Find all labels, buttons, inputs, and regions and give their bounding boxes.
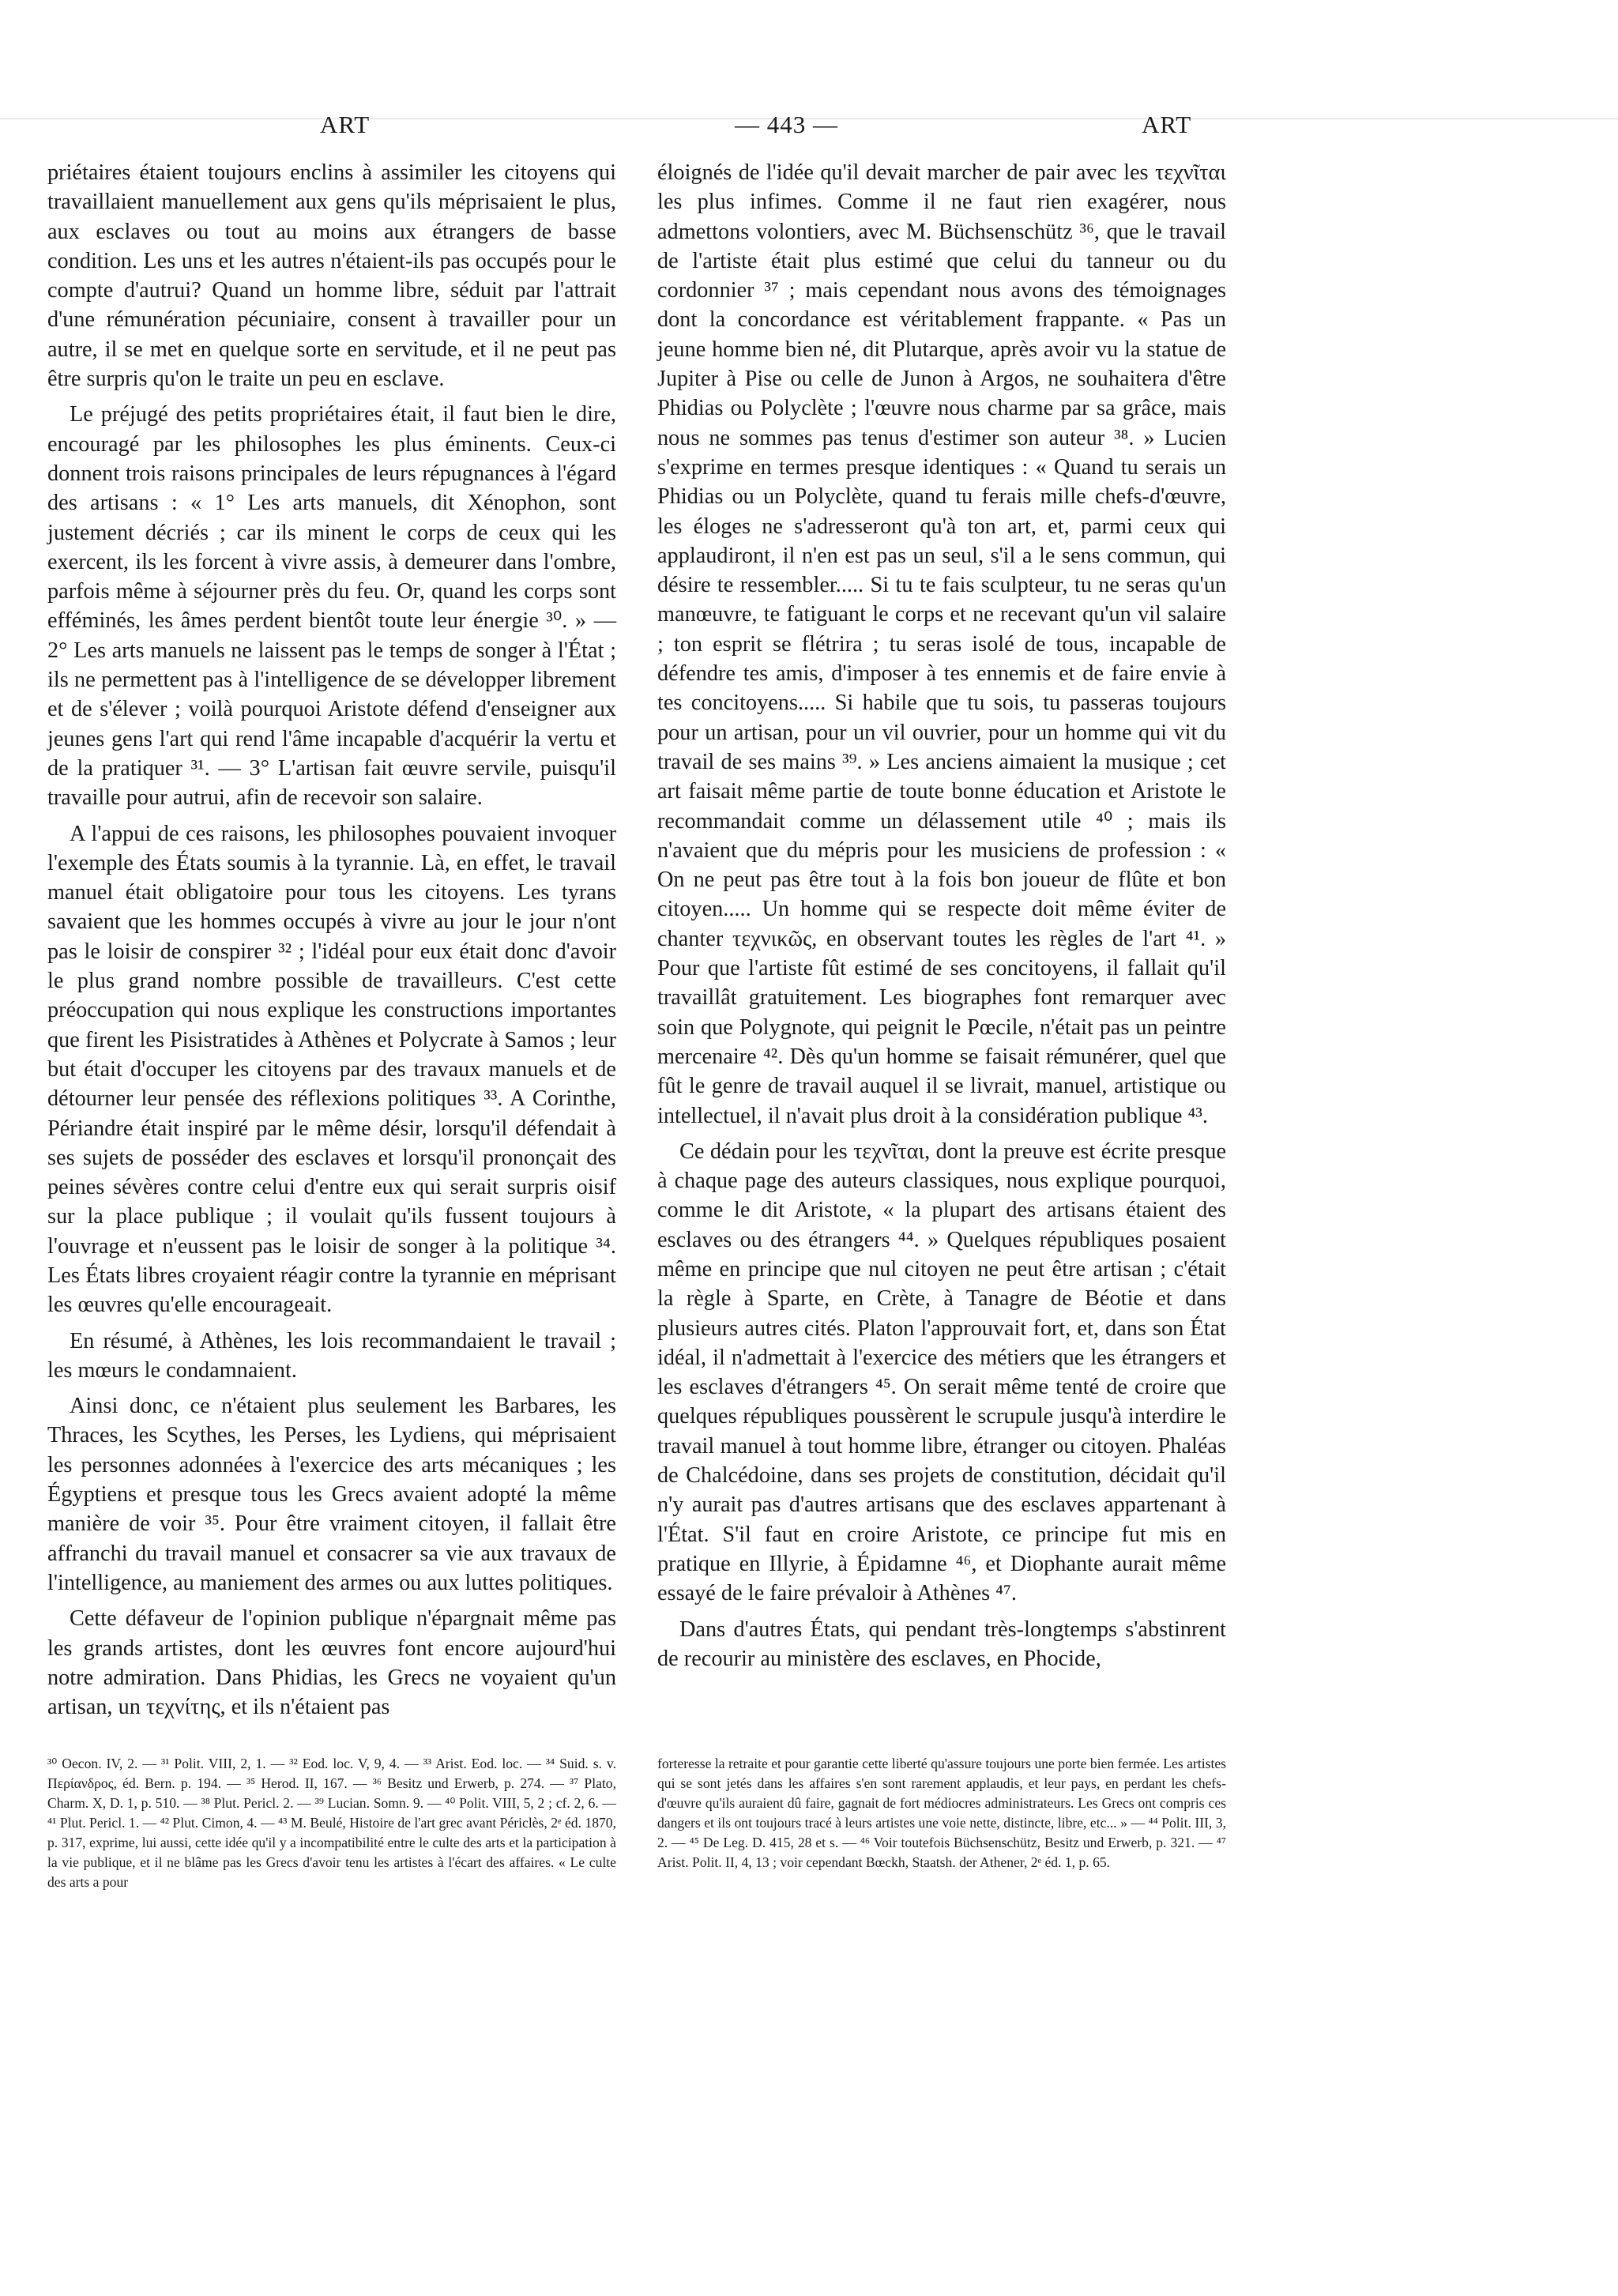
paragraph: éloignés de l'idée qu'il devait marcher de pair avec les τεχνῖται les plus infimes. Comme il ne faut rien exagérer, nous admettons volontiers, avec M. Büchsenschütz ³⁶, que le travail de l'artiste était plus estimé que celui du tanneur ou du cordonnier ³⁷ ; mais cependant nous avons des témoignages dont la concordance est véritablement frappante. « Pas un jeune homme bien né, dit Plutarque, après avoir vu la statue de Jupiter à Pise ou celle de Junon à Argos, ne souhaitera d'être Phidias ou Polyclète ; l'œuvre nous charme par sa grâce, mais nous ne sommes pas tenus d'estimer son auteur ³⁸. » Lucien s'exprime en termes presque identiques : « Quand tu serais un Phidias ou un Polyclète, quand tu ferais mille chefs-d'œuvre, les éloges ne s'adresseront qu'à ton art, et, parmi ceux qui applaudiront, il n'en est pas un seul, s'il a le sens commun, qui désire te ressembler..... Si tu te fais sculpteur, tu ne seras qu'un manœuvre, te fatiguant le corps et ne recevant qu'un vil salaire ; ton esprit se flétrira ; tu seras isolé de tous, incapable de défendre tes amis, d'imposer à tes ennemis et de faire envie à tes concitoyens..... Si habile que tu sois, tu passeras toujours pour un artisan, pour un vil ouvrier, pour un homme qui vit du travail de ses mains ³⁹. » Les anciens aimaient la musique ; cet art faisait même partie de toute bonne éducation et Aristote le recommandait comme un délassement utile ⁴⁰ ; mais ils n'avaient que du mépris pour les musiciens de profession : « On ne peut pas être tout à la fois bon joueur de flûte et bon citoyen..... Un homme qui se respecte doit même éviter de chanter τεχνικῶς, en observant toutes les règles de l'art ⁴¹. » Pour que l'artiste fût estimé de ses concitoyens, il fallait qu'il travaillât gratuitement. Les biographes font remarquer avec soin que Polygnote, qui peignit le Pœcile, n'était pas un peintre mercenaire ⁴². Dès qu'un homme se faisait rémunérer, quel que fût le genre de travail auquel il se livrait, manuel, artistique ou intellectuel, il n'avait plus droit à la considération publique ⁴³. xyxy=(657,160,1226,1128)
footnote-text: forteresse la retraite et pour garantie cette liberté qu'assure toujours une porte bien fermée. Les artistes qui se sont jetés dans les affaires s'en sont rarement applaudis, et leur pays, en perdant les chefs-d'œuvre qu'ils auraient dû faire, gagnait de fort médiocres administrateurs. Les Grecs ont compris ces dangers et ils ont toujours tracé à leurs artistes une voie nette, distincte, libre, etc... » — ⁴⁴ Polit. III, 3, 2. — ⁴⁵ De Leg. D. 415, 28 et s. — ⁴⁶ Voir toutefois Büchsenschütz, Besitz und Erwerb, p. 321. — ⁴⁷ Arist. Polit. II, 4, 13 ; voir cependant Bœckh, Staatsh. der Athener, 2ᵉ éd. 1, p. 65. xyxy=(657,1756,1226,1870)
paragraph: Cette défaveur de l'opinion publique n'épargnait même pas les grands artistes, dont les œuvres font encore aujourd'hui notre admiration. Dans Phidias, les Grecs ne voyaient qu'un artisan, un τεχνίτης, et ils n'étaient pas xyxy=(47,1606,616,1720)
paragraph: Dans d'autres États, qui pendant très-longtemps s'abstinrent de recourir au ministère des esclaves, en Phocide, xyxy=(657,1617,1226,1671)
paragraph: Ainsi donc, ce n'étaient plus seulement les Barbares, les Thraces, les Scythes, les Perses, les Lydiens, qui méprisaient les personnes adonnées à l'exercice des arts mécaniques ; les Égyptiens et presque tous les Grecs avaient adopté la même manière de voir ³⁵. Pour être vraiment citoyen, il fallait être affranchi du travail manuel et consacrer sa vie aux travaux de l'intelligence, au maniement des armes ou aux luttes politiques. xyxy=(47,1394,616,1595)
paragraph: priétaires étaient toujours enclins à assimiler les citoyens qui travaillaient manuellement aux gens qu'ils méprisaient le plus, aux esclaves ou tout au moins aux étrangers de basse condition. Les uns et les autres n'étaient-ils pas occupés pour le compte d'autrui? Quand un homme libre, séduit par l'attrait d'une rémunération pécuniaire, consent à travailler pour un autre, il se met en quelque sorte en servitude, et il ne peut pas être surpris qu'on le traite un peu en esclave. xyxy=(47,160,616,392)
footnotes-left xyxy=(47,1754,616,1892)
paragraph: En résumé, à Athènes, les lois recommandaient le travail ; les mœurs le condamnaient. xyxy=(47,1328,616,1383)
right-column xyxy=(657,158,1226,1673)
running-head-left: ART xyxy=(320,111,371,138)
page-number: — 443 — xyxy=(735,111,838,138)
footnote-text: ³⁰ Oecon. IV, 2. — ³¹ Polit. VIII, 2, 1. — ³² Eod. loc. V, 9, 4. — ³³ Arist. Eod. loc. — ³⁴ Suid. s. v. Περίανδρος, éd. Bern. p. 194. — ³⁵ Herod. II, 167. — ³⁶ Besitz und Erwerb, p. 274. — ³⁷ Plato, Charm. X, D. 1, p. 510. — ³⁸ Plut. Pericl. 2. — ³⁹ Lucian. Somn. 9. — ⁴⁰ Polit. VIII, 5, 2 ; cf. 2, 6. — ⁴¹ Plut. Pericl. 1. — ⁴² Plut. Cimon, 4. — ⁴³ M. Beulé, Histoire de l'art grec avant Périclès, 2ᵉ éd. 1870, p. 317, exprime, lui aussi, cette idée qu'il y a incompatibilité entre le culte des arts et la participation à la vie publique, et il ne blâme pas les Grecs d'avoir tenu les artistes à l'écart des affaires. « Le culte des arts a pour xyxy=(47,1756,616,1890)
paragraph: Ce dédain pour les τεχνῖται, dont la preuve est écrite presque à chaque page des auteurs classiques, nous explique pourquoi, comme le dit Aristote, « la plupart des artisans étaient des esclaves ou des étrangers ⁴⁴. » Quelques républiques posaient même en principe que nul citoyen ne peut être artisan ; c'était la règle à Sparte, en Crète, à Tanagre de Béotie et dans plusieurs autres cités. Platon l'approuvait fort, et, dans son État idéal, il n'admettait à l'exercice des métiers que les étrangers et les esclaves d'étrangers ⁴⁵. On serait même tenté de croire que quelques républiques poussèrent le scrupule jusqu'à interdire le travail manuel à tout homme libre, étranger ou citoyen. Phaléas de Chalcédoine, dans ses projets de constitution, décidait qu'il n'y aurait pas d'autres artisans que des esclaves appartenant à l'État. S'il faut en croire Aristote, ce principe fut mis en pratique en Illyrie, à Épidamne ⁴⁶, et Diophante aurait même essayé de le faire prévaloir à Athènes ⁴⁷. xyxy=(657,1139,1226,1606)
running-head-right: ART xyxy=(1142,111,1192,138)
left-column xyxy=(47,158,616,1722)
paragraph: Le préjugé des petits propriétaires était, il faut bien le dire, encouragé par les philosophes les plus éminents. Ceux-ci donnent trois raisons principales de leurs répugnances à l'égard des artisans : « 1° Les arts manuels, dit Xénophon, sont justement décriés ; car ils minent le corps de ceux qui les exercent, ils les forcent à vivre assis, à demeurer dans l'ombre, parfois même à séjourner près du feu. Or, quand les corps sont efféminés, les âmes perdent bientôt toute leur énergie ³⁰. » — 2° Les arts manuels ne laissent pas le temps de songer à l'État ; ils ne permettent pas à l'intelligence de se développer librement et de s'élever ; voilà pourquoi Aristote défend d'enseigner aux jeunes gens l'art qui rend l'âme incapable d'acquérir la vertu et de la pratiquer ³¹. — 3° L'artisan fait œuvre servile, puisqu'il travaille pour autrui, afin de recevoir son salaire. xyxy=(47,402,616,811)
footnotes-right xyxy=(657,1754,1226,1873)
paragraph: A l'appui de ces raisons, les philosophes pouvaient invoquer l'exemple des États soumis à la tyrannie. Là, en effet, le travail manuel était obligatoire pour tous les citoyens. Les tyrans savaient que les hommes occupés à vivre au jour le jour n'ont pas le loisir de conspirer ³² ; l'idéal pour eux était donc d'avoir le plus grand nombre possible de travailleurs. C'est cette préoccupation qui nous explique les constructions importantes que firent les Pisistratides à Athènes et Polycrate à Samos ; leur but était d'occuper les citoyens par des travaux manuels et de détourner leur pensée des réflexions politiques ³³. A Corinthe, Périandre était inspiré par le même désir, lorsqu'il défendait à ses sujets de posséder des esclaves et lorsqu'il prononçait des peines sévères contre celui d'entre eux qui serait surpris oisif sur la place publique ; il voulait qu'ils fussent toujours à l'ouvrage et n'eussent pas le loisir de songer à la politique ³⁴. Les États libres croyaient réagir contre la tyrannie en méprisant les œuvres qu'elle encourageait. xyxy=(47,821,616,1318)
